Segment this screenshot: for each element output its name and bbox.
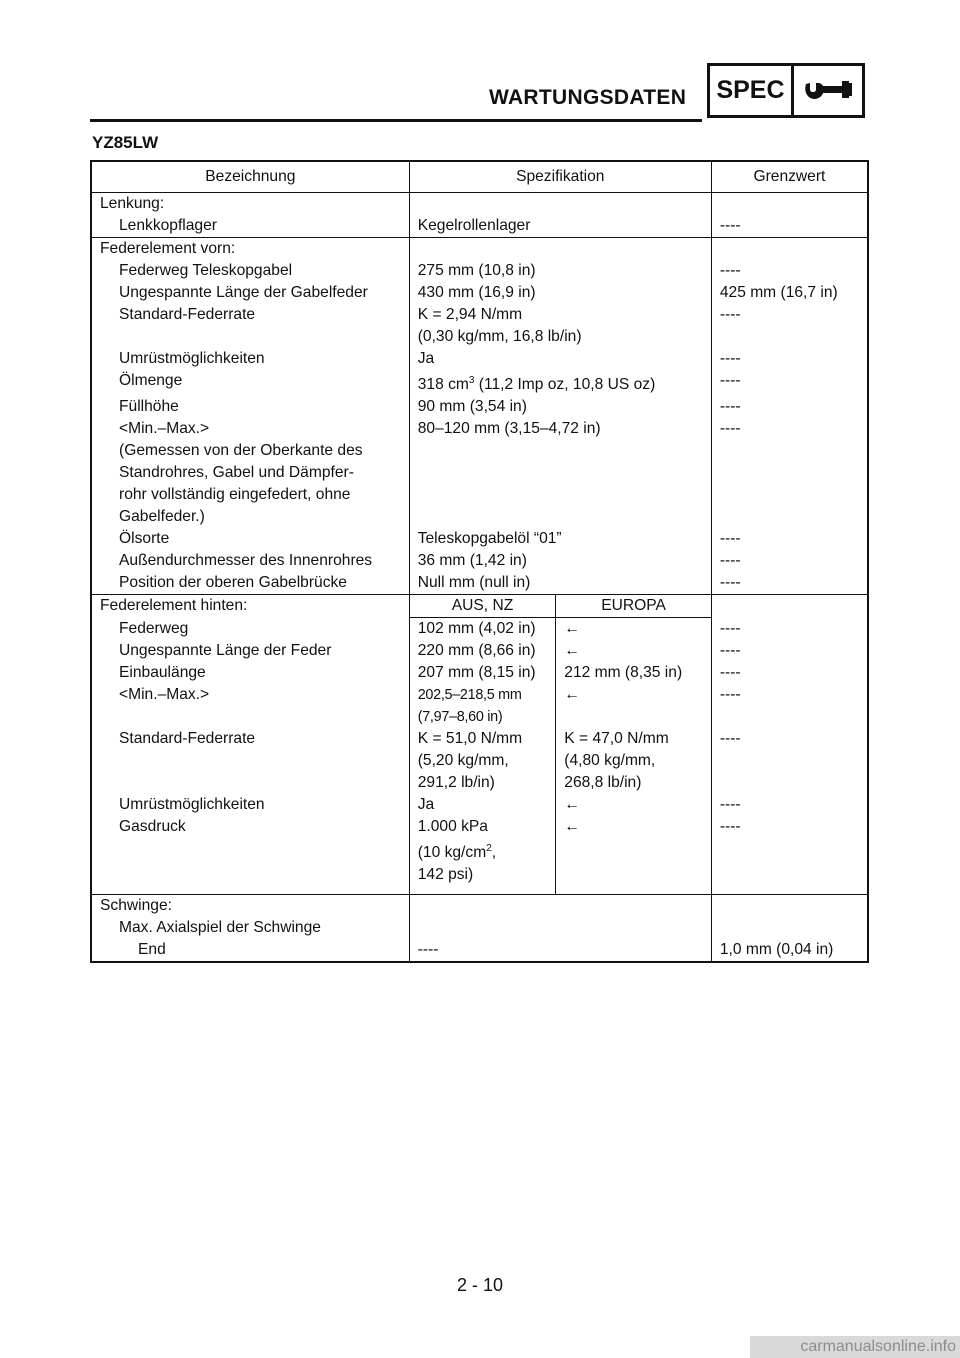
table-row [91,917,868,939]
table-row [91,348,868,370]
spec-badge [707,63,865,118]
row-limit: ---- [711,550,868,572]
row-spec-europa: ← [556,794,712,816]
row-label: Lenkkopflager [91,215,409,238]
row-spec-europa: ← [556,816,712,886]
table-row [91,418,868,528]
spec-line: 291,2 lb/in) [417,774,495,792]
spec-line: 1.000 kPa [417,818,488,836]
table-row [91,684,868,728]
watermark: carmanualsonline.info [750,1336,960,1358]
table-row [91,396,868,418]
spec-table [90,160,869,963]
row-label: Position der oberen Gabelbrücke [91,572,409,595]
row-label: Ölsorte [91,528,409,550]
spec-line: (4,80 kg/mm, [564,752,656,770]
table-row [91,528,868,550]
row-limit: ---- [711,662,868,684]
row-limit: ---- [711,728,868,794]
row-limit: ---- [711,215,868,238]
row-spec: 90 mm (3,54 in) [409,396,711,418]
row-spec-aus-nz: 207 mm (8,15 in) [409,662,556,684]
row-spec-aus-nz: Ja [409,794,556,816]
group-label: Schwinge: [91,895,409,918]
table-row [91,282,868,304]
spec-part: 318 cm [417,376,469,394]
row-limit: 425 mm (16,7 in) [711,282,868,304]
spec-part: (11,2 Imp oz, 10,8 US oz) [474,376,656,394]
header-rule [90,119,702,122]
subcol-header-europa: EUROPA [556,595,712,618]
row-limit: ---- [711,418,868,528]
row-spec: 275 mm (10,8 in) [409,260,711,282]
note-line: Standrohres, Gabel und Dämpfer- [119,464,354,482]
row-limit: ---- [711,396,868,418]
row-spec-aus-nz [409,816,556,886]
section-title: WARTUNGSDATEN [489,86,687,109]
table-row [91,572,868,595]
col-header-spezifikation: Spezifikation [409,161,711,193]
row-spec-europa: ← [556,640,712,662]
row-spec: Teleskopgabelöl “01” [409,528,711,550]
col-header-grenzwert: Grenzwert [711,161,868,193]
row-spec: 430 mm (16,9 in) [409,282,711,304]
superscript: 2 [486,843,492,855]
row-limit: ---- [711,794,868,816]
note-line: Gabelfeder.) [119,508,205,526]
table-row [91,550,868,572]
row-label: Füllhöhe [91,396,409,418]
row-label: Max. Axialspiel der Schwinge [91,917,409,939]
group-label: Federelement vorn: [91,238,409,261]
table-row [91,662,868,684]
table-row [91,640,868,662]
row-spec-aus-nz: 102 mm (4,02 in) [409,618,556,641]
row-spec-europa: 212 mm (8,35 in) [556,662,712,684]
row-limit: 1,0 mm (0,04 in) [711,939,868,962]
wrench-icon [794,66,862,115]
row-spec-europa: ← [556,684,712,728]
spec-line: (7,97–8,60 in) [417,709,503,726]
row-spec-aus-nz [409,684,556,728]
row-spec: Null mm (null in) [409,572,711,595]
row-label: Außendurchmesser des Innenrohres [91,550,409,572]
row-label: Federweg Teleskopgabel [91,260,409,282]
row-spec-aus-nz: 220 mm (8,66 in) [409,640,556,662]
spec-part: , [491,844,497,862]
table-row [91,728,868,794]
row-limit: ---- [711,816,868,886]
table-row [91,618,868,641]
row-spec: 80–120 mm (3,15–4,72 in) [409,418,711,528]
table-row [91,370,868,396]
table-row [91,939,868,962]
row-label: Ungespannte Länge der Feder [91,640,409,662]
row-label: Umrüstmöglichkeiten [91,794,409,816]
row-label: <Min.–Max.> [91,684,409,728]
spec-line: 202,5–218,5 mm [417,687,522,704]
row-spec-aus-nz [409,728,556,794]
subcol-header-aus-nz: AUS, NZ [409,595,556,618]
row-label: Einbaulänge [91,662,409,684]
spec-line: 142 psi) [417,866,474,884]
table-row [91,895,868,918]
note-line: (Gemessen von der Oberkante des [119,442,363,460]
spec-line [418,838,548,864]
spec-line: (0,30 kg/mm, 16,8 lb/in) [417,328,582,345]
spec-line: K = 2,94 N/mm [417,306,523,323]
table-row [91,595,868,618]
table-row [91,260,868,282]
row-limit: ---- [711,260,868,282]
col-header-bezeichnung: Bezeichnung [91,161,409,193]
row-label: Umrüstmöglichkeiten [91,348,409,370]
row-spec-europa [556,728,712,794]
model-title: YZ85LW [92,133,159,152]
table-row [91,238,868,261]
row-spec: ---- [409,939,711,962]
note-line: rohr vollständig eingefedert, ohne [119,486,351,504]
row-label: Gasdruck [91,816,409,886]
table-row [91,816,868,886]
table-row [91,304,868,348]
spec-line: K = 51,0 N/mm [417,730,523,748]
superscript: 3 [468,375,475,386]
table-row [91,215,868,238]
row-spec-europa: ← [556,618,712,641]
row-label: Standard-Federrate [91,728,409,794]
group-label: Lenkung: [91,193,409,216]
group-label: Federelement hinten: [91,595,409,618]
row-spec [409,370,711,396]
row-label: Ölmenge [91,370,409,396]
row-limit: ---- [711,618,868,641]
row-limit: ---- [711,304,868,348]
page-number: 2 - 10 [456,1275,504,1295]
row-limit: ---- [711,640,868,662]
row-limit: ---- [711,684,868,728]
row-label: Standard-Federrate [91,304,409,348]
row-spec [409,304,711,348]
spec-label: SPEC [710,66,794,115]
label-line: <Min.–Max.> [119,420,210,438]
row-limit: ---- [711,348,868,370]
table-row [91,794,868,816]
spec-line: 268,8 lb/in) [564,774,642,792]
spacer-row [91,886,868,895]
row-spec: 36 mm (1,42 in) [409,550,711,572]
row-limit: ---- [711,572,868,595]
table-header-row [91,161,868,193]
spec-part: (10 kg/cm [417,844,487,862]
spec-line: (5,20 kg/mm, [417,752,509,770]
row-limit: ---- [711,370,868,396]
row-label: Federweg [91,618,409,641]
row-label: End [91,939,409,962]
spec-line: K = 47,0 N/mm [564,730,669,748]
row-label: Ungespannte Länge der Gabelfeder [91,282,409,304]
row-spec: Kegelrollenlager [409,215,711,238]
row-label [91,418,409,528]
table-row [91,193,868,216]
row-spec: Ja [409,348,711,370]
row-limit: ---- [711,528,868,550]
